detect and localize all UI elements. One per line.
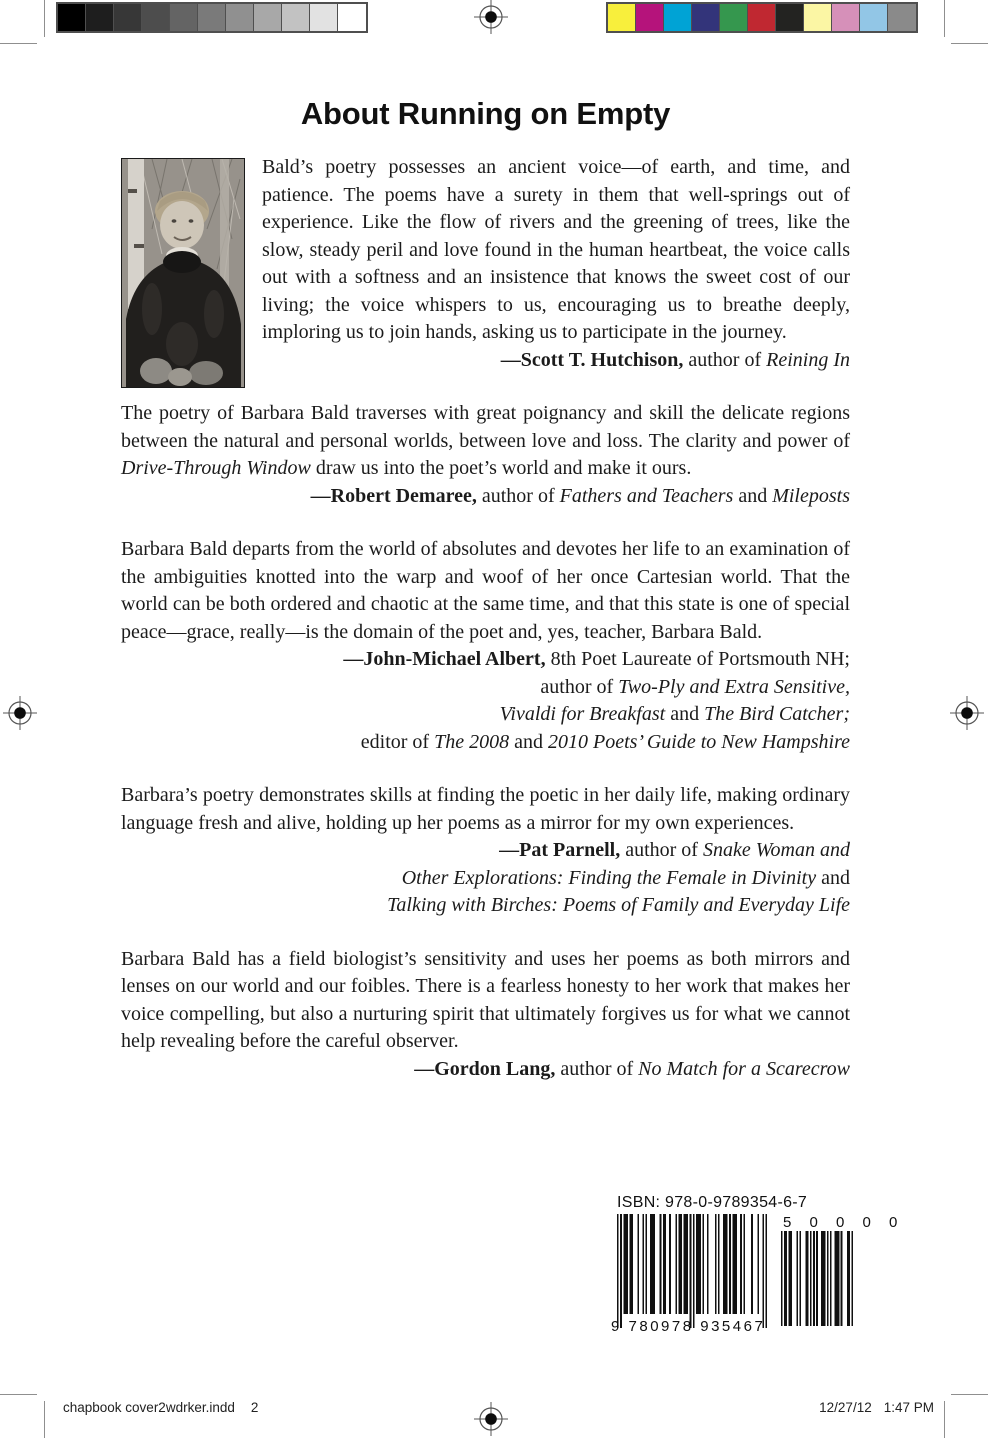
slug-datetime (819, 1400, 934, 1415)
calibration-swatch (636, 4, 664, 31)
attribution-text: editor of (360, 730, 435, 753)
blurb-demaree (121, 400, 850, 510)
blurb-albert (121, 536, 850, 756)
blurb-attribution (121, 483, 850, 511)
attribution-line (121, 729, 850, 757)
blurb-attribution (121, 1056, 850, 1084)
attribution-name: —John-Michael Albert, (343, 648, 546, 670)
attribution-text: author of (555, 1057, 639, 1080)
calibration-swatch (608, 4, 636, 31)
calibration-swatch (664, 4, 692, 31)
attribution-text: author of (620, 839, 703, 861)
slug-filename (63, 1400, 258, 1415)
blurb-quote (121, 946, 850, 1056)
book-title: Drive-Through Window (121, 457, 311, 479)
ean13-bars-image (617, 1214, 767, 1328)
author-photo (121, 158, 245, 388)
attribution-line (121, 892, 850, 920)
book-title: Mileposts (772, 484, 850, 507)
date-text: 12/27/12 (819, 1400, 872, 1415)
attribution-name: —Gordon Lang, (414, 1057, 556, 1080)
crop-mark-bottom-right-vertical (944, 1401, 945, 1438)
attribution-text: author of (540, 675, 619, 698)
blurb-parnell (121, 782, 850, 920)
filename-text: chapbook cover2wdrker.indd (63, 1400, 235, 1415)
book-title: Reining In (766, 348, 850, 371)
calibration-swatch (170, 4, 198, 31)
crop-mark-bottom-right-horizontal (951, 1394, 988, 1395)
calibration-swatch (832, 4, 860, 31)
book-title: The Bird Catcher; (704, 703, 850, 725)
book-title: The 2008 (434, 730, 510, 753)
quote-text: Barbara’s poetry demonstrates skills at finding the poetic in her daily life, making ordinary language fresh and alive, holding up her poems as a mirror for my own experiences. (121, 784, 850, 834)
attribution-text: and (816, 866, 850, 889)
quote-text: Barbara Bald departs from the world of absolutes and devotes her life to an examination of the ambiguities knotted into the warp and woof of her once Cartesian world. That the world can be both ordered and chaotic at the same time, and that this state is one of special peace—grace, really—is the domain of the poet and, yes, teacher, Barbara Bald. (121, 538, 850, 643)
attribution-line (121, 837, 850, 865)
book-title: Fathers and Teachers (559, 484, 734, 507)
attribution-line (121, 701, 850, 729)
registration-mark-right-icon (949, 695, 985, 731)
crop-mark-bottom-left-horizontal (0, 1394, 37, 1395)
blurb-quote (121, 536, 850, 646)
quote-text: draw us into the poet’s world and make it ours. (310, 457, 692, 479)
crop-mark-top-right-horizontal (951, 43, 988, 44)
registration-mark-left-icon (2, 695, 38, 731)
calibration-swatch (888, 4, 916, 31)
ean5-supplement-barcode (781, 1214, 905, 1331)
attribution-line (121, 646, 850, 674)
page-title: About Running on Empty (300, 96, 671, 131)
blurb-quote (121, 782, 850, 837)
isbn-label: ISBN: 978-0-9789354-6-7 (617, 1194, 808, 1211)
crop-mark-top-left-horizontal (0, 43, 37, 44)
registration-mark-top-icon (473, 0, 509, 35)
blurb-hutchison (121, 154, 850, 374)
crop-mark-top-right-vertical (944, 0, 945, 37)
calibration-swatch (748, 4, 776, 31)
attribution-line (121, 674, 850, 702)
color-calibration-bar (606, 2, 918, 33)
attribution-text: and (665, 703, 705, 725)
calibration-swatch (198, 4, 226, 31)
calibration-swatch (254, 4, 282, 31)
calibration-swatch (720, 4, 748, 31)
calibration-swatch (776, 4, 804, 31)
blurb-quote (121, 400, 850, 483)
calibration-swatch (282, 4, 310, 31)
author-portrait-image (122, 159, 244, 387)
page-number: 2 (250, 1400, 259, 1415)
quote-text: Barbara Bald has a field biologist’s sensitivity and uses her poems as both mirrors and lenses on our world and our foibles. There is a fearless honesty to her work that makes her voice compelling, but also a nurturing spirit that ultimately forgives us for what we cannot help revealing before the careful observer. (121, 947, 850, 1052)
attribution-name: —Robert Demaree, (310, 484, 477, 507)
attribution-name: —Pat Parnell, (499, 839, 621, 861)
barcode-price-code: 5 0 0 0 0 (783, 1214, 905, 1231)
attribution-text: and (509, 730, 548, 753)
blurb-lang (121, 946, 850, 1084)
calibration-swatch (310, 4, 338, 31)
calibration-swatch (692, 4, 720, 31)
attribution-text: author of (683, 348, 767, 371)
blurb-attribution (121, 646, 850, 756)
book-title: 2010 Poets’ Guide to New Hampshire (547, 730, 850, 753)
calibration-swatch (226, 4, 254, 31)
crop-mark-bottom-left-vertical (44, 1401, 45, 1438)
calibration-swatch (338, 4, 366, 31)
book-title: No Match for a Scarecrow (638, 1057, 850, 1080)
ean5-bars-image (781, 1231, 853, 1326)
crop-mark-top-left-vertical (44, 0, 45, 37)
quote-text: Bald’s poetry possesses an ancient voice—of earth, and time, and patience. The poems have a surety in them that well-springs out of experience. Like the flow of rivers and the greening of trees, like the slow, steady peril and love found in the human heartbeat, the voice calls out with a softness and an insistence that knows the sweet cost of our living; the voice whispers to us, encouraging us to breathe deeply, imploring us to join hands, asking us to participate in the journey. (262, 156, 850, 343)
attribution-line (121, 865, 850, 893)
calibration-swatch (860, 4, 888, 31)
attribution-text: and (733, 484, 773, 507)
book-title: Vivaldi for Breakfast (499, 703, 666, 725)
attribution-text: author of (476, 484, 560, 507)
attribution-name: —Scott T. Hutchison, (500, 348, 684, 371)
registration-mark-bottom-icon (473, 1401, 509, 1437)
attribution-text: 8th Poet Laureate of Portsmouth NH; (545, 648, 850, 670)
book-title: Other Explorations: Finding the Female in Divinity (401, 866, 817, 889)
calibration-swatch (114, 4, 142, 31)
calibration-swatch (142, 4, 170, 31)
blurb-attribution (121, 837, 850, 920)
book-title: Talking with Birches: Poems of Family and Everyday Life (387, 894, 850, 916)
back-cover-text-column (121, 95, 850, 1083)
ean13-barcode (611, 1214, 769, 1335)
time-text: 1:47 PM (883, 1400, 934, 1415)
quote-text: The poetry of Barbara Bald traverses with great poignancy and skill the delicate regions between the natural and personal worlds, between love and loss. The clarity and power of (121, 402, 850, 452)
book-title: Snake Woman and (702, 839, 850, 861)
grayscale-calibration-bar (56, 2, 368, 33)
calibration-swatch (58, 4, 86, 31)
barcode-digits: 9 780978 935467 (611, 1318, 766, 1335)
book-title: Two-Ply and Extra Sensitive, (618, 675, 850, 698)
calibration-swatch (804, 4, 832, 31)
isbn-barcode-block (611, 1193, 905, 1335)
calibration-swatch (86, 4, 114, 31)
